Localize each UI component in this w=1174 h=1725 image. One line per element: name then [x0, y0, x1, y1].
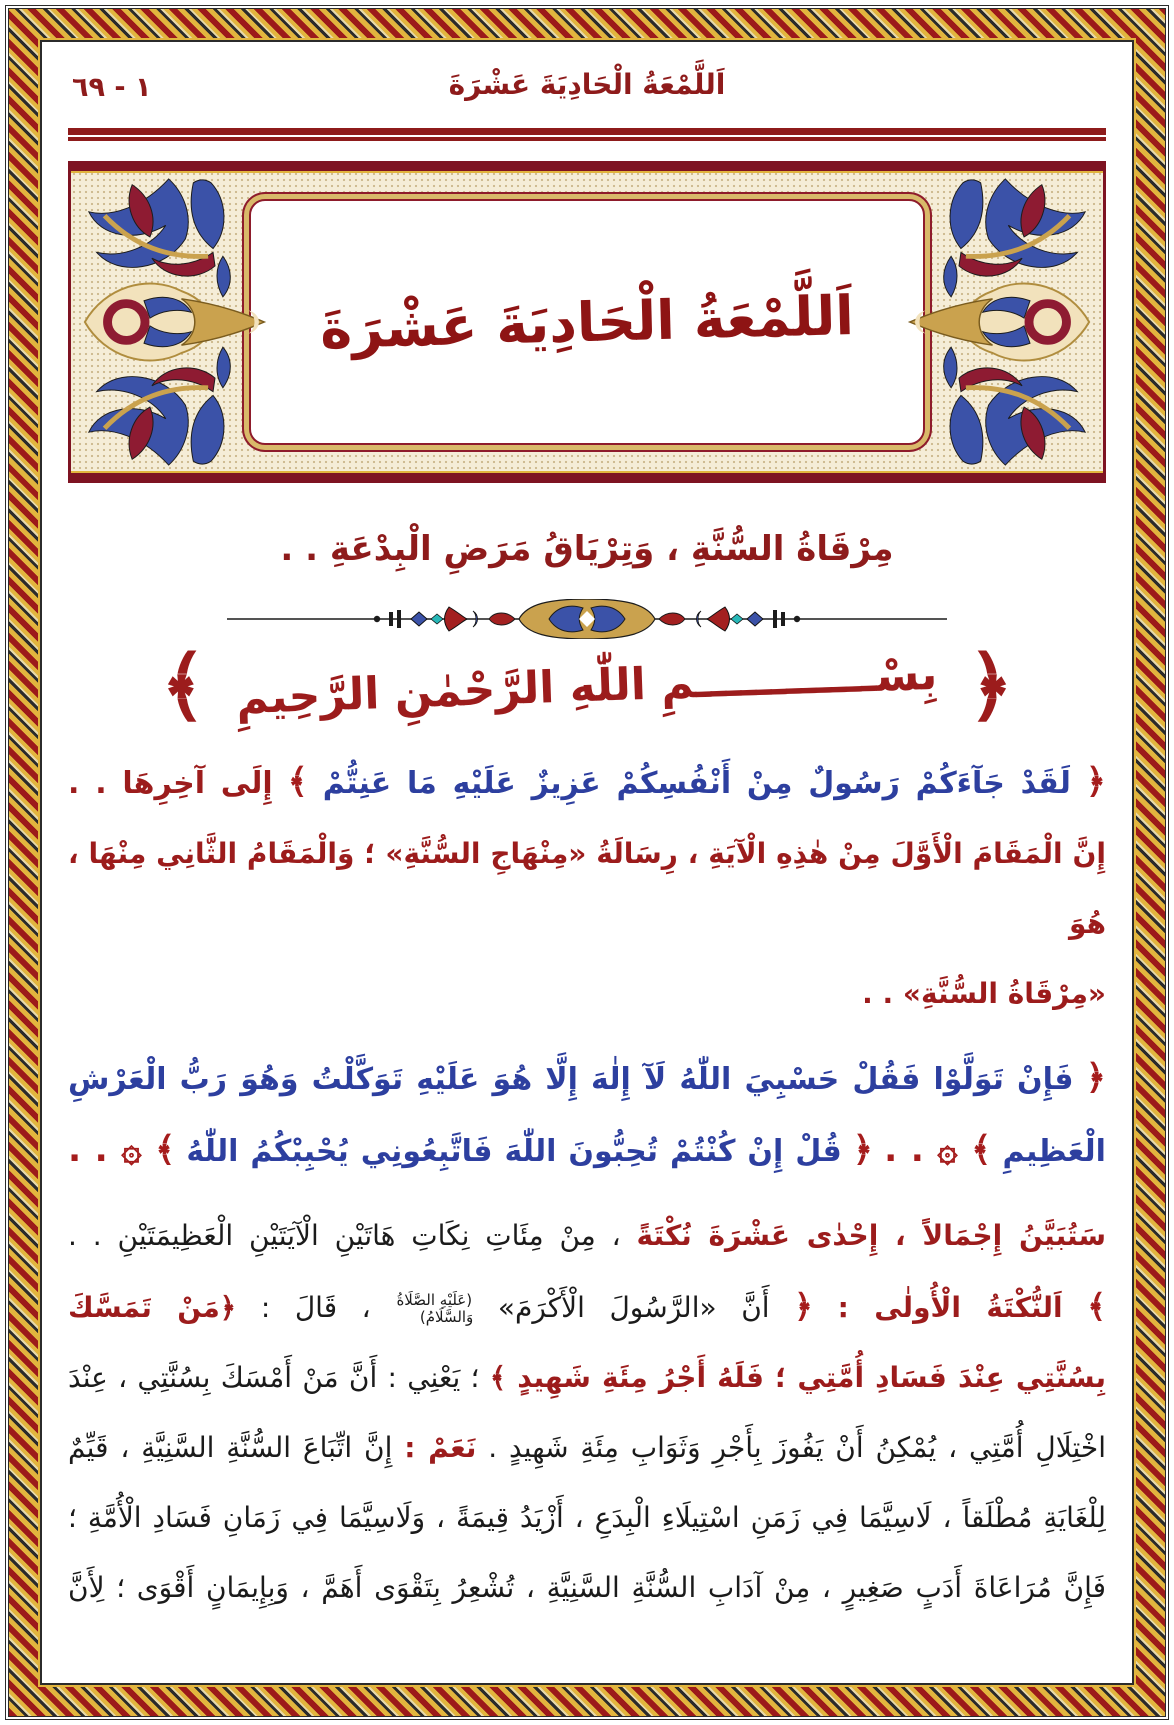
- title-ornament-box: [68, 161, 1106, 483]
- verse-end-rosette-icon: ﴾ ۞ . .: [884, 1130, 992, 1170]
- running-header-title: اَللَّمْعَةُ الْحَادِيَةَ عَشْرَةَ: [448, 68, 726, 101]
- maqam-line2: [68, 959, 1106, 1029]
- verse2-text3: قُلْ إِنْ كُنْتُمْ تُحِبُّونَ اللّٰهَ فَاتَّبِعُونِي يُحْبِبْكُمُ اللّٰهُ: [186, 1134, 842, 1169]
- verse1-text: لَقَدْ جَآءَكُمْ رَسُولٌ مِنْ أَنْفُسِكُمْ عَزِيزٌ عَلَيْهِ مَا عَنِتُّمْ: [322, 766, 1071, 801]
- ornate-bracket-open: ﴿: [1085, 1058, 1106, 1098]
- verse-end-rosette-icon: ﴾ ۞ . .: [68, 1130, 176, 1170]
- arabesque-right-icon: [887, 177, 1099, 467]
- verse2-text2: الْعَظِيمِ: [1002, 1134, 1106, 1169]
- verse2-line1: [68, 1043, 1106, 1115]
- verse1-tail: إِلَى آخِرِهَا . .: [68, 766, 273, 801]
- hadith-start: ﴿مَنْ تَمَسَّكَ: [68, 1291, 237, 1324]
- body-text: [68, 747, 1106, 1623]
- ornate-bracket-open: ﴿: [1085, 762, 1106, 802]
- title-panel: [249, 199, 925, 445]
- nukta1-body2: ، قَالَ :: [260, 1291, 371, 1324]
- nukta1-line: [68, 1271, 1106, 1343]
- verse2-line2: [68, 1115, 1106, 1187]
- hadith-line4: [68, 1483, 1106, 1553]
- line5-text: فَإِنَّ مُرَاعَاةَ أَدَبٍ صَغِيرٍ ، مِنْ آدَابِ السُّنَّةِ السَّنِيَّةِ ، تُشْعِرُ بِتَقْوَى أَهَمَّ ، وَبِإِيمَانٍ أَقْوَى ؛ لِأَنَّ: [68, 1571, 1106, 1604]
- hadith-red: بِسُنَّتِي عِنْدَ فَسَادِ أُمَّتِي ؛ فَلَهُ أَجْرُ مِئَةِ شَهِيدٍ ﴾: [489, 1361, 1106, 1394]
- header-rule: [68, 128, 1106, 141]
- nukta1-body1: أَنَّ «الرَّسُولَ الْأَكْرَمَ»: [497, 1291, 770, 1324]
- pbuh-emblem: (عَلَيْهِ الصَّلَاةُ وَالسَّلَامُ): [396, 1290, 474, 1326]
- page-content-area: [40, 40, 1134, 1685]
- hadith-black: ؛ يَعْنِي : أَنَّ مَنْ أَمْسَكَ بِسُنَّتِي ، عِنْدَ: [68, 1361, 480, 1394]
- hadith-line3: [68, 1413, 1106, 1483]
- arabesque-left-icon: [75, 177, 287, 467]
- basmala: [68, 641, 1106, 731]
- maqam-text1: إِنَّ الْمَقَامَ الْأَوَّلَ مِنْ هٰذِهِ الْآيَةِ ، رِسَالَةُ «مِنْهَاجِ السُّنَّةِ» ؛ وَالْمَقَامُ الثَّانِي مِنْهَا ، هُوَ: [68, 837, 1106, 940]
- ornate-bracket-open-icon: ﴿: [967, 641, 1014, 731]
- hadith-line2: [68, 1343, 1106, 1413]
- basmala-text: بِسْــــــــــــمِ اللّٰهِ الرَّحْمٰنِ الرَّحِيمِ: [235, 648, 939, 724]
- section-divider-icon: [227, 599, 947, 639]
- verse2-text1: فَإِنْ تَوَلَّوْا فَقُلْ حَسْبِيَ اللّٰهُ لَآ إِلٰهَ إِلَّا هُوَ عَلَيْهِ تَوَكَّلْتُ وَهُوَ رَبُّ الْعَرْشِ: [68, 1062, 1074, 1097]
- ornate-bracket-icon: ﴿: [794, 1287, 814, 1325]
- intro-black: ، مِنْ مِئَاتِ نِكَاتِ هَاتَيْنِ الْآيَتَيْنِ الْعَظِيمَتَيْنِ . .: [68, 1219, 621, 1252]
- page-header: [68, 64, 1106, 120]
- ornate-bracket-open: ﴿: [852, 1130, 874, 1170]
- ornate-bracket-icon: ﴾: [1087, 1287, 1106, 1325]
- page-number: ١ - ٦٩: [72, 72, 152, 103]
- nukta1-title: اَلنُّكْتَةُ الْأُولٰى :: [837, 1291, 1063, 1324]
- ornate-bracket-close-icon: ﴾: [160, 641, 207, 731]
- ornate-bracket-close: ﴾: [287, 762, 308, 802]
- hadith-line5: [68, 1553, 1106, 1623]
- line4-text: لِلْغَايَةِ مُطْلَقاً ، لَاسِيَّمَا فِي زَمَنِ اسْتِيلَاءِ الْبِدَعِ ، أَزْيَدُ قِيمَةً ، وَلَاسِيَّمَا فِي زَمَانِ فَسَادِ الْأُمَّةِ ؛: [68, 1501, 1106, 1534]
- maqam-line1: [68, 819, 1106, 959]
- line3-black2: إِنَّ اتِّبَاعَ السُّنَّةِ السَّنِيَّةِ ، قَيِّمٌ: [68, 1431, 393, 1464]
- chapter-title: اَللَّمْعَةُ الْحَادِيَةَ عَشْرَةَ: [319, 283, 855, 361]
- verse1-line: [68, 747, 1106, 819]
- intro-line: [68, 1201, 1106, 1271]
- chapter-subtitle: مِرْقَاةُ السُّنَّةِ ، وَتِرْيَاقُ مَرَضِ الْبِدْعَةِ . .: [280, 529, 894, 569]
- maqam-text2: «مِرْقَاةُ السُّنَّةِ» . .: [862, 977, 1106, 1010]
- line3-red: نَعَمْ :: [404, 1431, 477, 1464]
- line3-black1: اخْتِلَالِ أُمَّتِي ، يُمْكِنُ أَنْ يَفُوزَ بِأَجْرِ وَثَوَابِ مِئَةِ شَهِيدٍ .: [488, 1431, 1106, 1464]
- intro-red: سَتُبَيَّنُ إِجْمَالاً ، إِحْدٰى عَشْرَةَ نُكْتَةً: [636, 1219, 1106, 1252]
